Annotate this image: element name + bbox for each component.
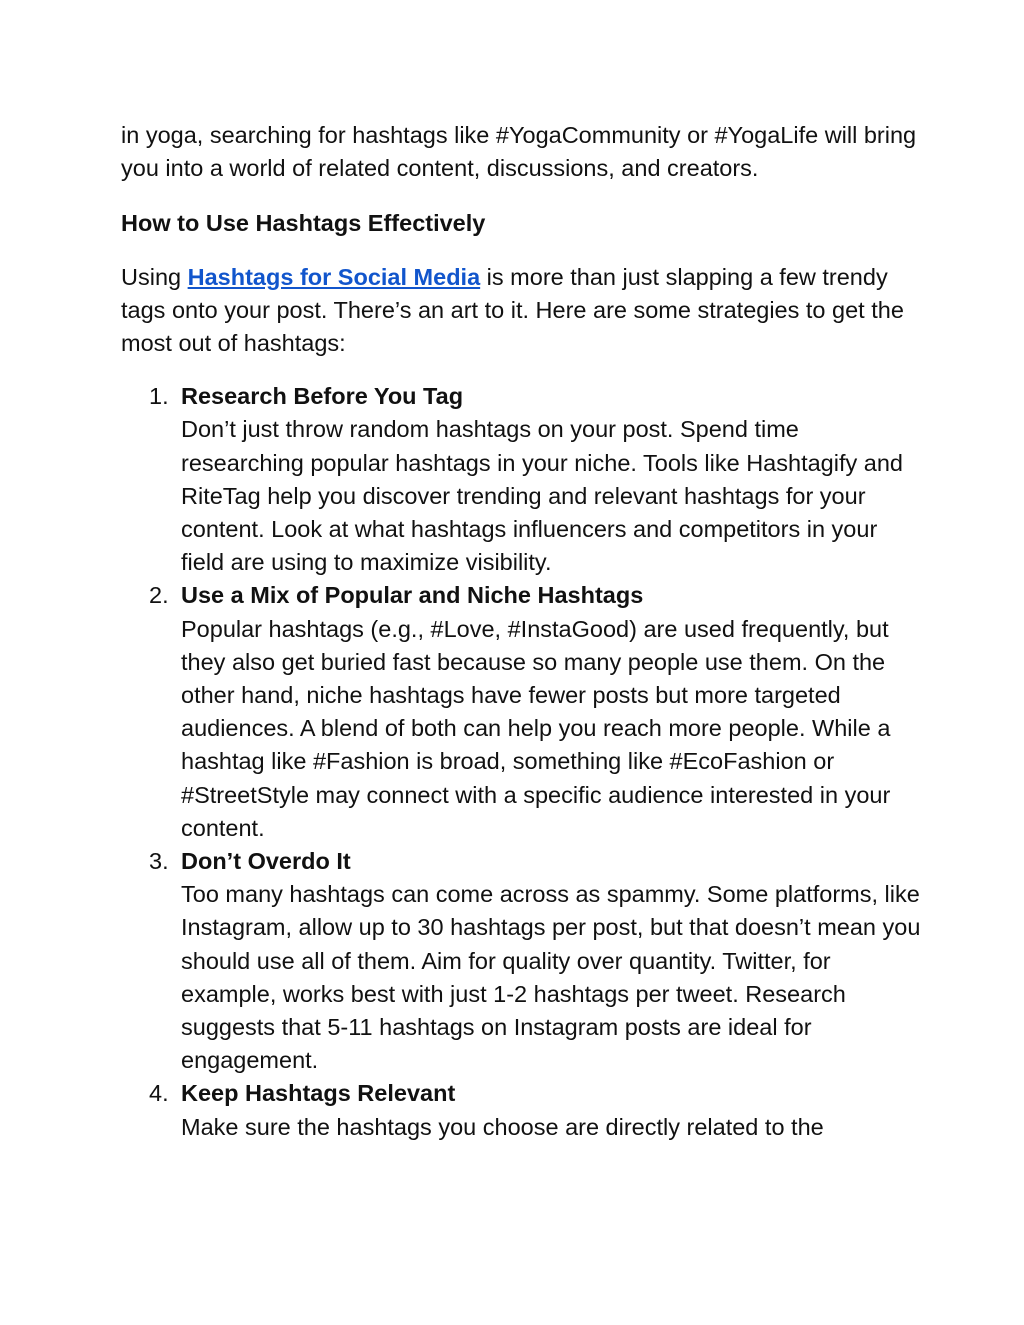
lead-text-after: is more than just slapping a few trendy tags onto your post. There’s an art to it. Here are some strategies to get the most out of hashtags: — [121, 263, 904, 357]
list-item-number: 2. — [149, 582, 169, 609]
list-item-body: Popular hashtags (e.g., #Love, #InstaGood) are used frequently, but they also get buried fast because so many people use them. On the other hand, niche hashtags have fewer posts but more targeted audiences. A blend of both can help you reach more people. While a hashtag like #Fashion is broad, something like #EcoFashion or #StreetStyle may connect with a specific audience interested in your content. — [181, 615, 891, 841]
list-item-title: Research Before You Tag — [181, 383, 464, 410]
list-item — [121, 1077, 921, 1143]
list-item-body: Too many hashtags can come across as spammy. Some platforms, like Instagram, allow up to 30 hashtags per post, but that doesn’t mean you should use all of them. Aim for quality over quantity. Twitter, for example, works best with just 1-2 hashtags per tweet. Research suggests that 5-11 hashtags on Instagram posts are ideal for engagement. — [181, 881, 921, 1074]
lead-text-before: Using — [121, 263, 188, 290]
list-item-title: Don’t Overdo It — [181, 848, 351, 875]
list-item — [121, 380, 921, 579]
list-item — [121, 845, 921, 1077]
list-item-number: 3. — [149, 848, 169, 875]
hashtags-for-social-media-link[interactable]: Hashtags for Social Media — [187, 263, 481, 290]
list-item-number: 4. — [149, 1080, 169, 1107]
section-heading: How to Use Hashtags Effectively — [121, 210, 486, 237]
intro-paragraph: in yoga, searching for hashtags like #YogaCommunity or #YogaLife will bring you into a world of related content, discussions, and creators. — [121, 122, 917, 182]
lead-paragraph — [121, 261, 921, 361]
list-item-title: Keep Hashtags Relevant — [181, 1080, 456, 1107]
list-item-title: Use a Mix of Popular and Niche Hashtags — [181, 582, 644, 609]
list-item-body: Make sure the hashtags you choose are directly related to the — [181, 1113, 824, 1140]
document-page — [121, 119, 921, 1144]
strategies-list — [121, 380, 921, 1144]
list-item — [121, 579, 921, 845]
list-item-number: 1. — [149, 383, 169, 410]
list-item-body: Don’t just throw random hashtags on your post. Spend time researching popular hashtags in your niche. Tools like Hashtagify and RiteTag help you discover trending and relevant hashtags for your content. Look at what hashtags influencers and competitors in your field are using to maximize visibility. — [181, 416, 903, 576]
